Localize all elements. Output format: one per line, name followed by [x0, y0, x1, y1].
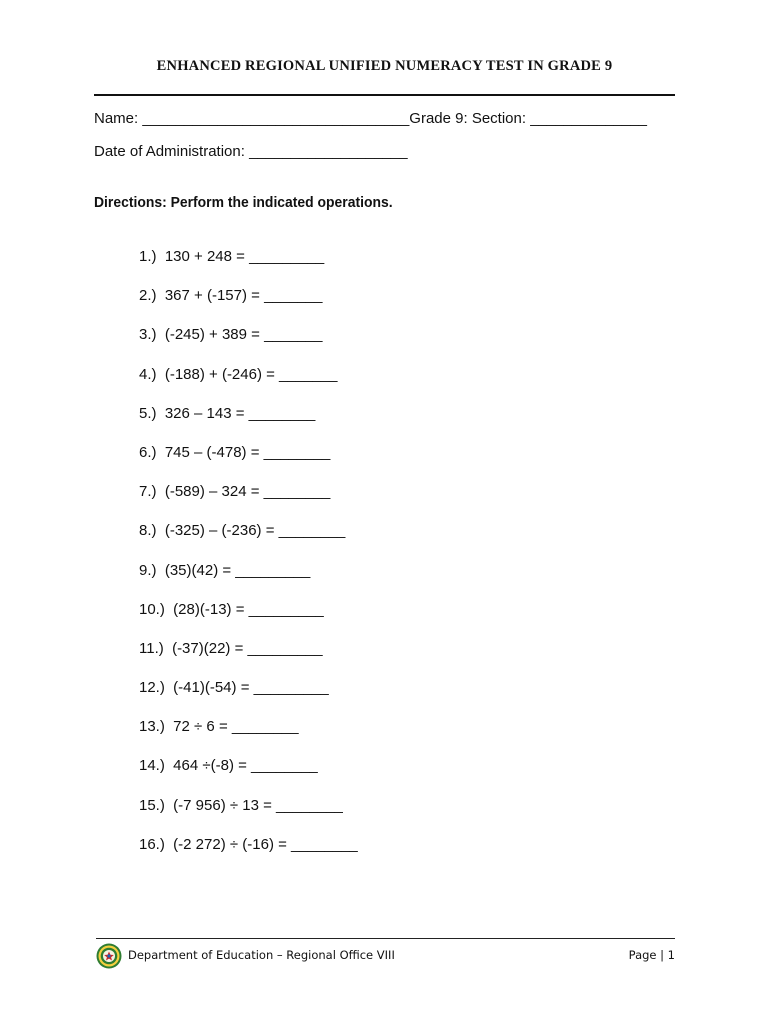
title-divider [94, 94, 675, 96]
problem-item: 12.) (-41)(-54) = _________ [139, 679, 329, 697]
problem-item: 1.) 130 + 248 = _________ [139, 248, 325, 265]
problem-item: 2.) 367 + (-157) = _______ [139, 287, 323, 305]
problem-item: 7.) (-589) – 324 = ________ [139, 483, 331, 501]
page-number: Page | 1 [628, 948, 675, 962]
footer-office-text: Department of Education – Regional Office VIII [128, 948, 395, 962]
problem-list [139, 247, 358, 874]
problem-item: 10.) (28)(-13) = _________ [139, 600, 324, 618]
name-section-line[interactable]: Name: ________________________________Grade 9: Section: ______________ [94, 110, 647, 127]
problem-item: 6.) 745 – (-478) = ________ [139, 443, 331, 461]
problem-item: 5.) 326 – 143 = ________ [139, 404, 316, 422]
date-of-administration-line[interactable]: Date of Administration: ___________________ [94, 143, 408, 160]
problem-item: 11.) (-37)(22) = _________ [139, 639, 323, 657]
problem-item: 14.) 464 ÷(-8) = ________ [139, 757, 318, 775]
problem-item: 13.) 72 ÷ 6 = ________ [139, 718, 299, 736]
problem-item: 8.) (-325) – (-236) = ________ [139, 522, 346, 540]
problem-item: 16.) (-2 272) ÷ (-16) = ________ [139, 835, 358, 853]
deped-seal-icon [96, 943, 122, 969]
page-title: ENHANCED REGIONAL UNIFIED NUMERACY TEST IN GRADE 9 [156, 58, 613, 74]
problem-item: 9.) (35)(42) = _________ [139, 561, 311, 579]
directions-text: Directions: Perform the indicated operations. [94, 195, 393, 211]
problem-item: 4.) (-188) + (-246) = _______ [139, 365, 338, 383]
problem-item: 15.) (-7 956) ÷ 13 = ________ [139, 796, 343, 814]
footer-divider [96, 938, 675, 939]
problem-item: 3.) (-245) + 389 = _______ [139, 326, 323, 344]
